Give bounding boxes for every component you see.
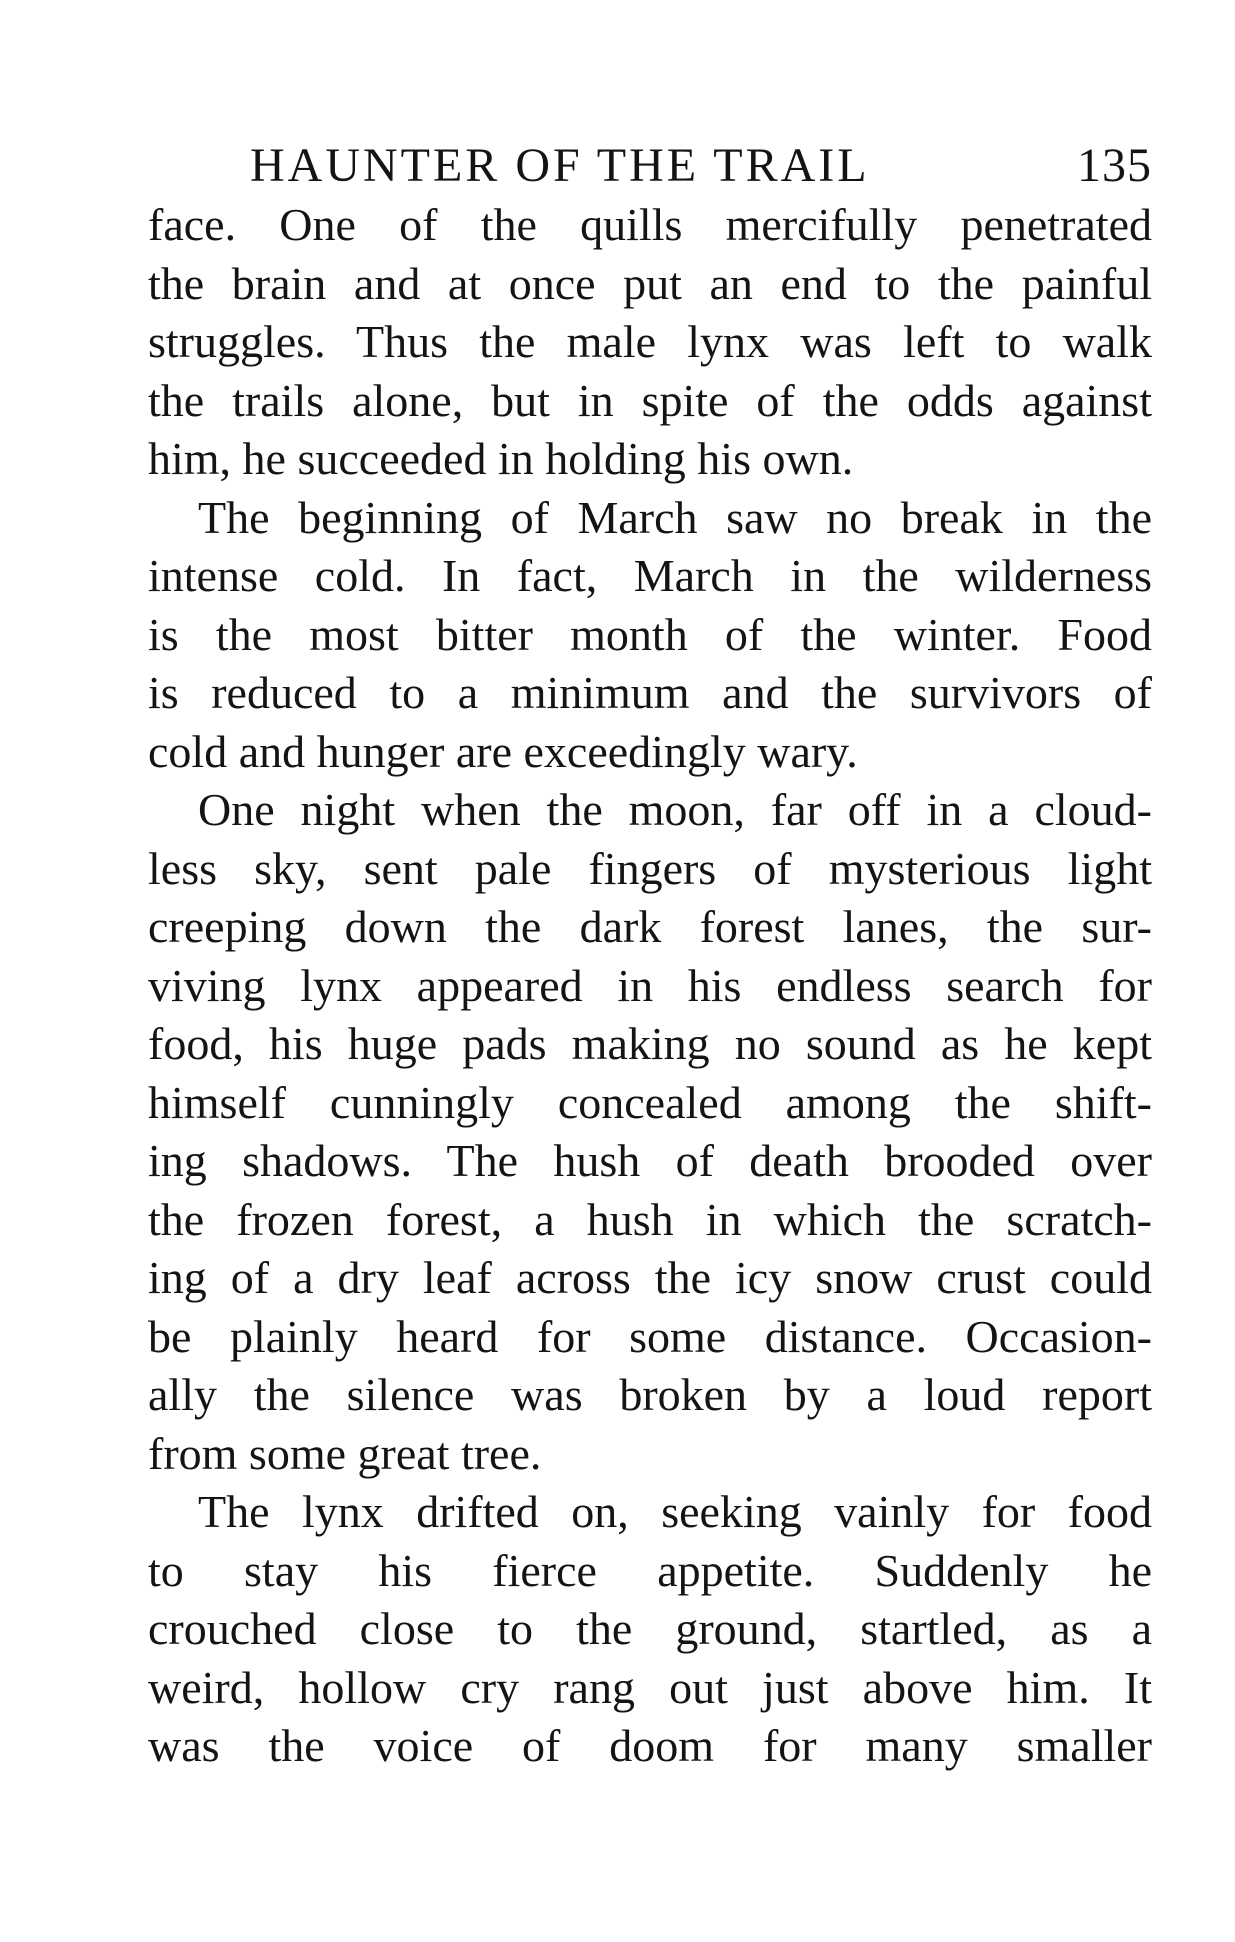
text-line: is the most bitter month of the winter. Food (148, 608, 1152, 660)
text-line: is reduced to a minimum and the survivors of (148, 667, 1152, 718)
text-line: face. One of the quills mercifully penetrated (148, 199, 1152, 250)
text-line: from some great tree. (148, 1427, 542, 1479)
text-line: intense cold. In fact, March in the wilderness (148, 550, 1152, 601)
page-header (250, 136, 1152, 196)
text-line: The lynx drifted on, seeking vainly for food (198, 1486, 1152, 1537)
text-line: him, he succeeded in holding his own. (148, 433, 854, 484)
text-line: creeping down the dark forest lanes, the sur- (148, 901, 1152, 952)
text-line: The beginning of March saw no break in the (198, 491, 1152, 543)
text-line: was the voice of doom for many smaller (148, 1720, 1152, 1771)
text-line: weird, hollow cry rang out just above him. It (148, 1661, 1152, 1713)
text-line: food, his huge pads making no sound as he kept (148, 1018, 1152, 1069)
text-line: be plainly heard for some distance. Occasion- (148, 1310, 1152, 1362)
text-line: the trails alone, but in spite of the odds against (148, 374, 1152, 426)
text-line: ing shadows. The hush of death brooded over (148, 1135, 1152, 1186)
text-line: struggles. Thus the male lynx was left to walk (148, 316, 1152, 367)
running-head: HAUNTER OF THE TRAIL (250, 139, 870, 192)
text-line: to stay his fierce appetite. Suddenly he (148, 1544, 1152, 1596)
body-text (148, 196, 1152, 1776)
text-line: the brain and at once put an end to the painful (148, 257, 1152, 309)
text-line: ing of a dry leaf across the icy snow crust could (148, 1252, 1152, 1303)
text-line: crouched close to the ground, startled, as a (148, 1603, 1152, 1654)
text-line: less sky, sent pale fingers of mysterious light (148, 842, 1152, 894)
text-line: One night when the moon, far off in a cloud- (198, 784, 1152, 835)
text-line: the frozen forest, a hush in which the scratch- (148, 1193, 1152, 1245)
text-line: cold and hunger are exceedingly wary. (148, 725, 858, 777)
page-number: 135 (1077, 139, 1152, 192)
text-line: viving lynx appeared in his endless search for (148, 959, 1152, 1011)
text-line: himself cunningly concealed among the shift- (148, 1076, 1152, 1128)
text-line: ally the silence was broken by a loud report (148, 1369, 1152, 1420)
